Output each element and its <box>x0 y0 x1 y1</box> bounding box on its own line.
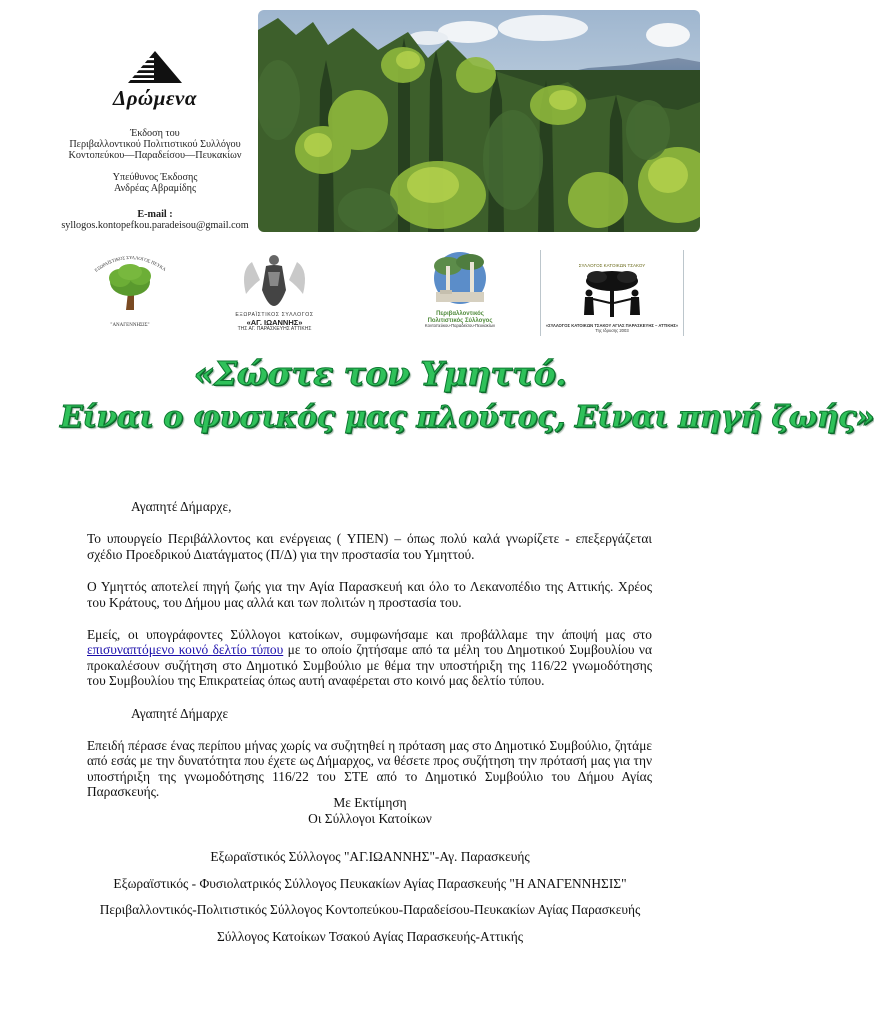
salutation: Αγαπητέ Δήμαρχε <box>131 705 229 721</box>
slogan-line: «Σώστε τον Υμηττό. <box>193 354 567 393</box>
editor-name: Ανδρέας Αβραμίδης <box>113 183 197 194</box>
logo-caption: ΕΞΩΡΑΪΣΤΙΚΟΣ ΣΥΛΛΟΓΟΣ <box>235 312 314 318</box>
logo-caption: ΣΥΛΛΟΓΟΣ ΚΑΤΟΙΚΩΝ ΤΣΑΚΟΥ <box>578 263 646 268</box>
paragraph-text: Εμείς, οι υπογράφοντες Σύλλογοι κατοίκων, συμφωνήσαμε και προβάλλαμε την άποψή μας στο <box>87 627 652 643</box>
signatory: Εξωραϊστικός Σύλλογος "ΑΓ.ΙΩΑΝΝΗΣ"-Αγ. Παρασκευής <box>210 849 530 864</box>
paragraph: Ο Υμηττός αποτελεί πηγή ζωής για την Αγία Παρασκευή και όλο το Λεκανοπέδιο της Αττικής. Χρέος του Κράτους, του Δήμου μας αλλά και των πολιτών η προστασία του. <box>87 579 652 610</box>
logo-agios-ioannis <box>212 250 337 332</box>
angel-icon <box>212 250 337 308</box>
slogan <box>60 352 874 440</box>
closing-line: Οι Σύλλογοι Κατοίκων <box>308 810 432 826</box>
publication-name: Δρώμενα <box>113 86 197 110</box>
tree-logo-icon <box>88 250 172 318</box>
logo-caption: ΤΗΣ ΑΓ. ΠΑΡΑΣΚΕΥΗΣ ΑΤΤΙΚΗΣ <box>237 325 312 332</box>
logo-caption: Κοντοπεύκου-Παραδείσου-Πευκακίων <box>424 323 496 329</box>
logo-caption: "ΑΝΑΓΕΝΝΗΣΙΣ" <box>110 323 150 328</box>
signatory: Περιβαλλοντικός-Πολιτιστικός Σύλλογος Κοντοπεύκου-Παραδείσου-Πευκακίων Αγίας Παρασκευής <box>99 902 641 917</box>
masthead-line: Κοντοπεύκου—Παραδείσου—Πευκακίων <box>68 150 242 161</box>
logo-caption: «ΑΓ. ΙΩΑΝΝΗΣ» <box>246 317 303 327</box>
salutation: Αγαπητέ Δήμαρχε, <box>131 499 232 514</box>
logo-anagennisis <box>88 250 172 329</box>
forest-photo <box>258 10 700 232</box>
paragraph: Επειδή πέρασε ένας περίπου μήνας χωρίς να συζητηθεί η πρόταση μας στο Δημοτικό Συμβούλιο, ζητάμε από εσάς με την δυνατότητα που έχετε ως Δήμαρχος, να θέσετε προς συζήτηση την πρότασή μας για την υποστήριξη της γνωμοδότησης 116/22 του ΣΤΕ από το Δημοτικό Συμβούλιο του Δήμου Αγίας Παρασκευής. <box>87 738 652 800</box>
email-address[interactable]: syllogos.kontopefkou.paradeisou@gmail.com <box>61 220 249 231</box>
editor-label: Υπεύθυνος Έκδοσης <box>112 172 198 183</box>
masthead <box>50 128 260 231</box>
publication-logo <box>60 40 250 111</box>
letter-body <box>87 499 652 800</box>
logo-caption: «ΣΥΛΛΟΓΟΣ ΚΑΤΟΙΚΩΝ ΤΣΑΚΟΥ ΑΓΙΑΣ ΠΑΡΑΣΚΕΥΗΣ – ΑΤΤΙΚΗΣ» <box>545 322 679 328</box>
slogan-line: Είναι ο φυσικός μας πλούτος, Είναι πηγή ζωής» <box>60 400 874 435</box>
signatories-list <box>80 849 660 955</box>
email-label: E-mail : <box>137 209 173 220</box>
masthead-line: Έκδοση του <box>130 128 180 139</box>
press-release-link[interactable]: επισυναπτόμενο κοινό δελτίο τύπου <box>87 642 284 658</box>
paragraph-text: με το οποίο ζητήσαμε από τα μέλη του Δημοτικού Συμβουλίου να προκαλέσουν συζήτηση στο Δημοτικό Συμβούλιο με θέμα την υποστήριξη της 116/22 γνωμοδότησης του Συμβουλίου της Επικρατείας όπως αυτή αναφέρεται στο κοινό μας δελτίο τύπου. <box>87 642 653 689</box>
logo-arc-text: ΕΞΩΡΑΪΣΤΙΚΟΣ ΣΥΛΛΟΓΟΣ ΠΕΥΚΑ <box>93 254 167 273</box>
signatory: Εξωραϊστικός - Φυσιολατρικός Σύλλογος Πευκακίων Αγίας Παρασκευής "Η ΑΝΑΓΕΝΝΗΣΙΣ" <box>113 875 627 891</box>
ruins-trees-icon <box>412 250 508 306</box>
logo-caption: Της Ιδρυσης 2003 <box>595 327 629 333</box>
masthead-line: Περιβαλλοντικού Πολιτιστικού Συλλόγου <box>69 139 241 150</box>
closing-line: Με Εκτίμηση <box>333 795 407 810</box>
forest-photo-icon <box>258 10 700 232</box>
logo-tsakou <box>540 250 684 336</box>
pyramid-logo-icon <box>127 50 183 84</box>
paragraph <box>87 627 652 689</box>
tree-people-icon <box>567 269 657 319</box>
logo-caption: Πολιτιστικός Σύλλογος <box>427 317 493 324</box>
logo-caption: Περιβαλλοντικός <box>436 311 484 317</box>
paragraph: Το υπουργείο Περιβάλλοντος και ενέργειας ( ΥΠΕΝ) – όπως πολύ καλά γνωρίζετε - επεξεργάζεται σχέδιο Προεδρικού Διατάγματος (Π/Δ) για την προστασία του Υμηττού. <box>87 531 652 562</box>
closing <box>80 795 660 826</box>
signatory: Σύλλογος Κατοίκων Τσακού Αγίας Παρασκευής-Αττικής <box>216 928 524 944</box>
logo-perivallontikos <box>412 250 508 329</box>
